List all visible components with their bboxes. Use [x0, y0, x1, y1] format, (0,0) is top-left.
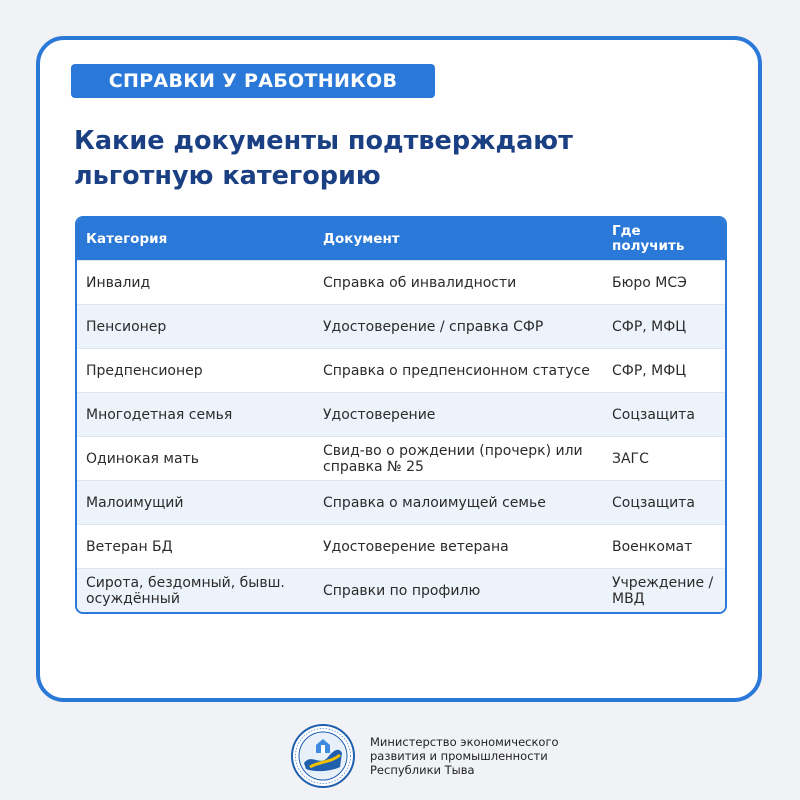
cell-category: Многодетная семья	[86, 406, 233, 423]
table-row	[77, 568, 725, 612]
cell-category: Предпенсионер	[86, 362, 203, 379]
cell-category: Ветеран БД	[86, 538, 173, 555]
table-header	[77, 218, 725, 260]
cell-category: Инвалид	[86, 274, 151, 291]
table-row	[77, 524, 725, 568]
cell-document: Свид-во о рождении (прочерк) или справка № 25	[323, 442, 583, 475]
cell-where: Военкомат	[612, 538, 693, 555]
ministry-line: развития и промышленности	[370, 749, 548, 763]
cell-where: СФР, МФЦ	[612, 362, 687, 379]
documents-table	[75, 216, 727, 614]
cell-where: Учреждение / МВД	[612, 574, 714, 607]
cell-category: Сирота, бездомный, бывш. осуждённый	[86, 574, 285, 607]
cell-document: Справка об инвалидности	[323, 274, 517, 291]
cell-where: Бюро МСЭ	[612, 274, 687, 291]
cell-where: СФР, МФЦ	[612, 318, 687, 335]
table-row	[77, 480, 725, 524]
column-header-category: Категория	[86, 230, 168, 247]
cell-document: Справка о предпенсионном статусе	[323, 362, 590, 379]
ministry-line: Министерство экономического	[370, 735, 559, 749]
ministry-name	[370, 735, 570, 777]
content-card	[36, 36, 762, 702]
table-row	[77, 260, 725, 304]
cell-document: Удостоверение	[323, 406, 436, 423]
cell-category: Одинокая мать	[86, 450, 199, 467]
cell-where: Соцзащита	[612, 406, 695, 423]
cell-category: Малоимущий	[86, 494, 184, 511]
cell-where: Соцзащита	[612, 494, 695, 511]
column-header-where: Где получить	[612, 223, 685, 254]
ministry-line: Республики Тыва	[370, 763, 475, 777]
cell-document: Справки по профилю	[323, 582, 481, 599]
table-row	[77, 304, 725, 348]
cell-document: Справка о малоимущей семье	[323, 494, 546, 511]
column-header-document: Документ	[323, 230, 400, 247]
cell-document: Удостоверение / справка СФР	[323, 318, 544, 335]
page-title: Какие документы подтверждают льготную категорию	[74, 126, 573, 191]
cell-document: Удостоверение ветерана	[323, 538, 509, 555]
section-tag: СПРАВКИ У РАБОТНИКОВ	[71, 64, 435, 98]
table-row	[77, 348, 725, 392]
footer	[290, 723, 570, 789]
table-row	[77, 392, 725, 436]
cell-category: Пенсионер	[86, 318, 167, 335]
cell-where: ЗАГС	[612, 450, 649, 467]
table-row	[77, 436, 725, 480]
ministry-emblem-icon	[290, 723, 356, 789]
